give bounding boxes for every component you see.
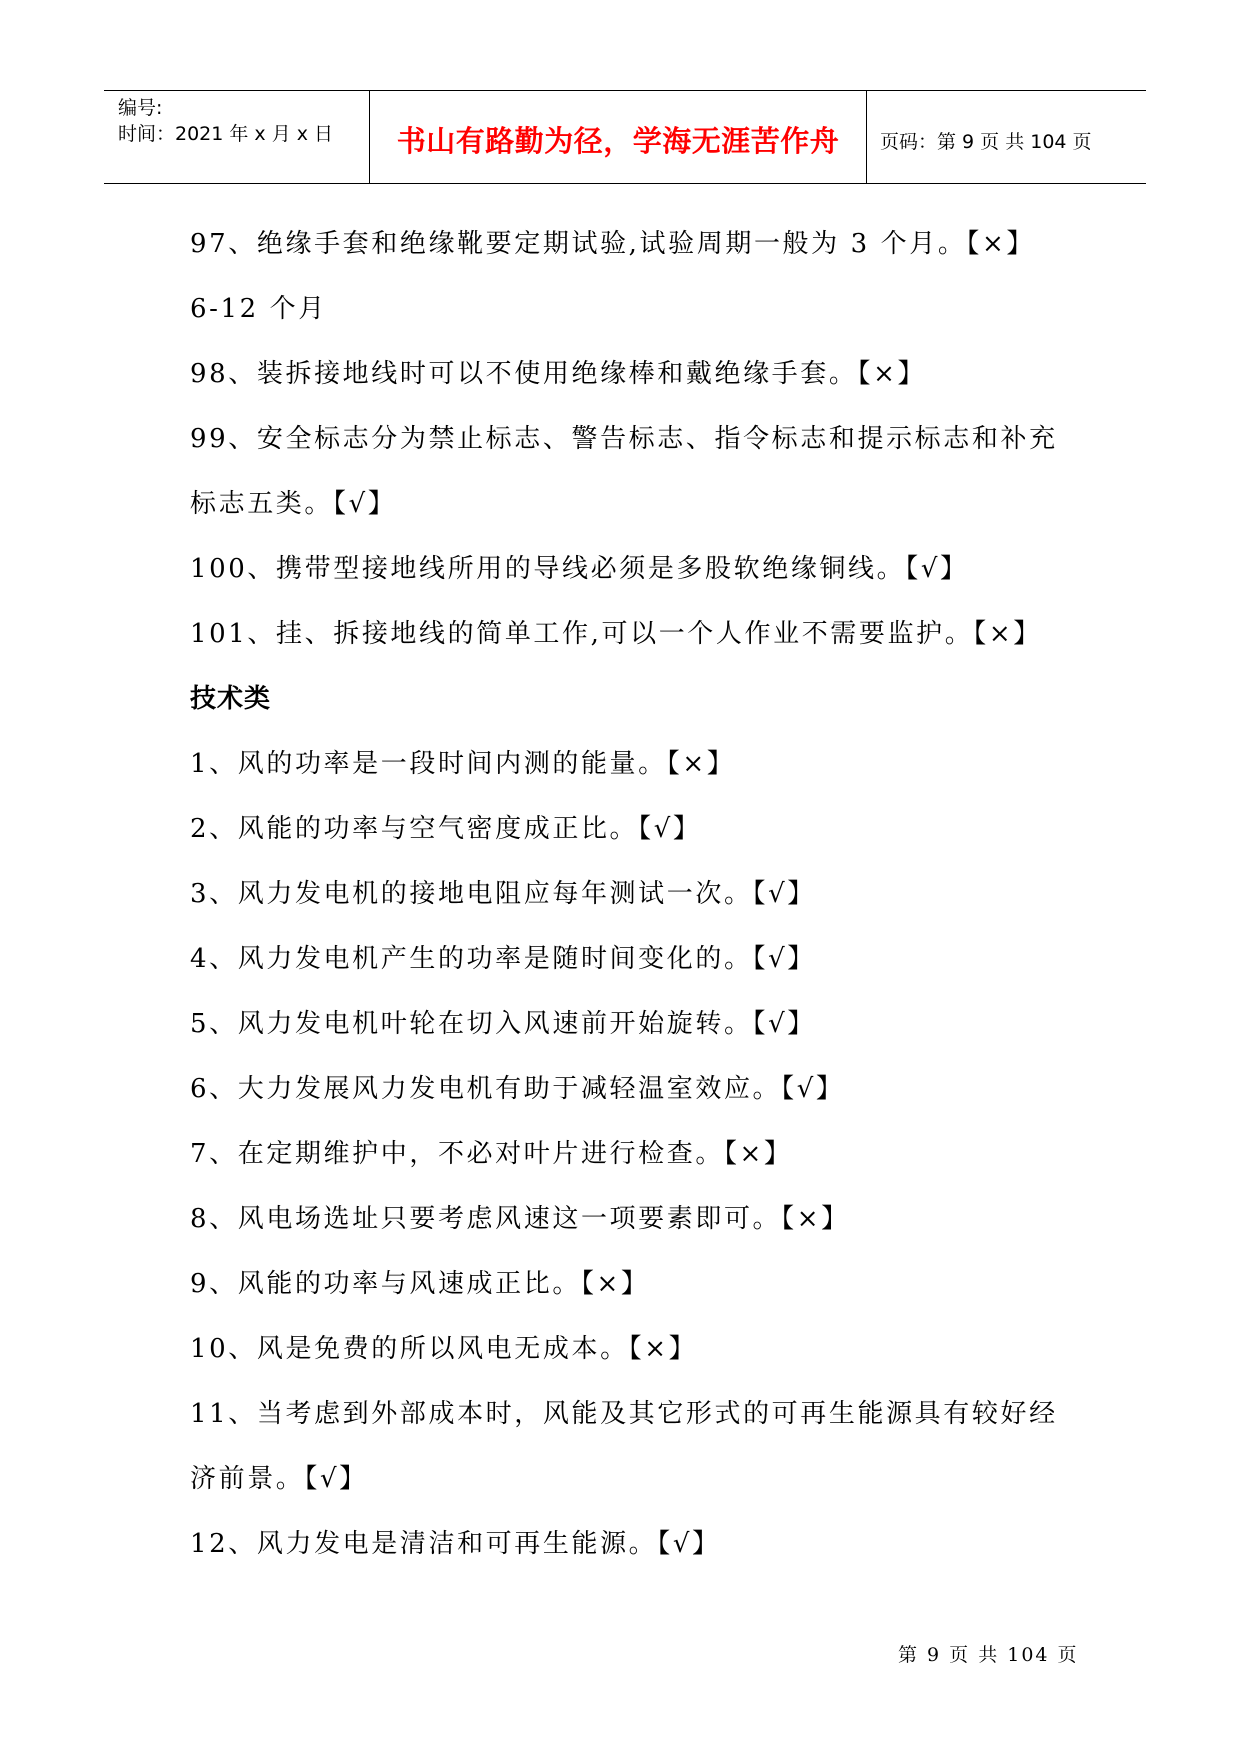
text-line: 4、风力发电机产生的功率是随时间变化的。【√】 <box>190 944 816 974</box>
document-number-label: 编号: <box>118 97 163 119</box>
text-line: 97、绝缘手套和绝缘靴要定期试验,试验周期一般为 3 个月。【×】 <box>190 229 1036 259</box>
text-line: 9、风能的功率与风速成正比。【×】 <box>190 1269 650 1299</box>
text-line: 98、装拆接地线时可以不使用绝缘棒和戴绝缘手套。【×】 <box>190 359 927 389</box>
text-line: 11、当考虑到外部成本时，风能及其它形式的可再生能源具有较好经 <box>190 1399 1058 1429</box>
text-line: 济前景。【√】 <box>190 1464 368 1494</box>
header-info-cell <box>104 91 369 183</box>
document-header <box>104 90 1146 184</box>
header-motto-cell <box>369 91 867 183</box>
section-heading: 技术类 <box>190 684 272 714</box>
footer-page-number: 第 9 页 共 104 页 <box>898 1644 1079 1666</box>
text-line: 1、风的功率是一段时间内测的能量。【×】 <box>190 749 736 779</box>
text-line: 标志五类。【√】 <box>190 489 397 519</box>
header-page-cell <box>866 91 1146 183</box>
text-line: 5、风力发电机叶轮在切入风速前开始旋转。【√】 <box>190 1009 816 1039</box>
text-line: 6、大力发展风力发电机有助于减轻温室效应。【√】 <box>190 1074 845 1104</box>
text-line: 10、风是免费的所以风电无成本。【×】 <box>190 1334 698 1364</box>
text-line: 12、风力发电是清洁和可再生能源。【√】 <box>190 1529 721 1559</box>
text-line: 99、安全标志分为禁止标志、警告标志、指令标志和提示标志和补充 <box>190 424 1058 454</box>
header-motto: 书山有路勤为径，学海无涯苦作舟 <box>396 124 840 158</box>
text-line: 100、携带型接地线所用的导线必须是多股软绝缘铜线。【√】 <box>190 554 969 584</box>
header-page-code: 页码：第 9 页 共 104 页 <box>880 131 1092 153</box>
text-line: 101、挂、拆接地线的简单工作,可以一个人作业不需要监护。【×】 <box>190 619 1042 649</box>
text-line: 2、风能的功率与空气密度成正比。【√】 <box>190 814 702 844</box>
text-line: 3、风力发电机的接地电阻应每年测试一次。【√】 <box>190 879 816 909</box>
text-line: 7、在定期维护中，不必对叶片进行检查。【×】 <box>190 1139 793 1169</box>
document-time-label: 时间：2021 年 x 月 x 日 <box>118 123 334 145</box>
text-line: 6-12 个月 <box>190 294 327 324</box>
text-line: 8、风电场选址只要考虑风速这一项要素即可。【×】 <box>190 1204 850 1234</box>
